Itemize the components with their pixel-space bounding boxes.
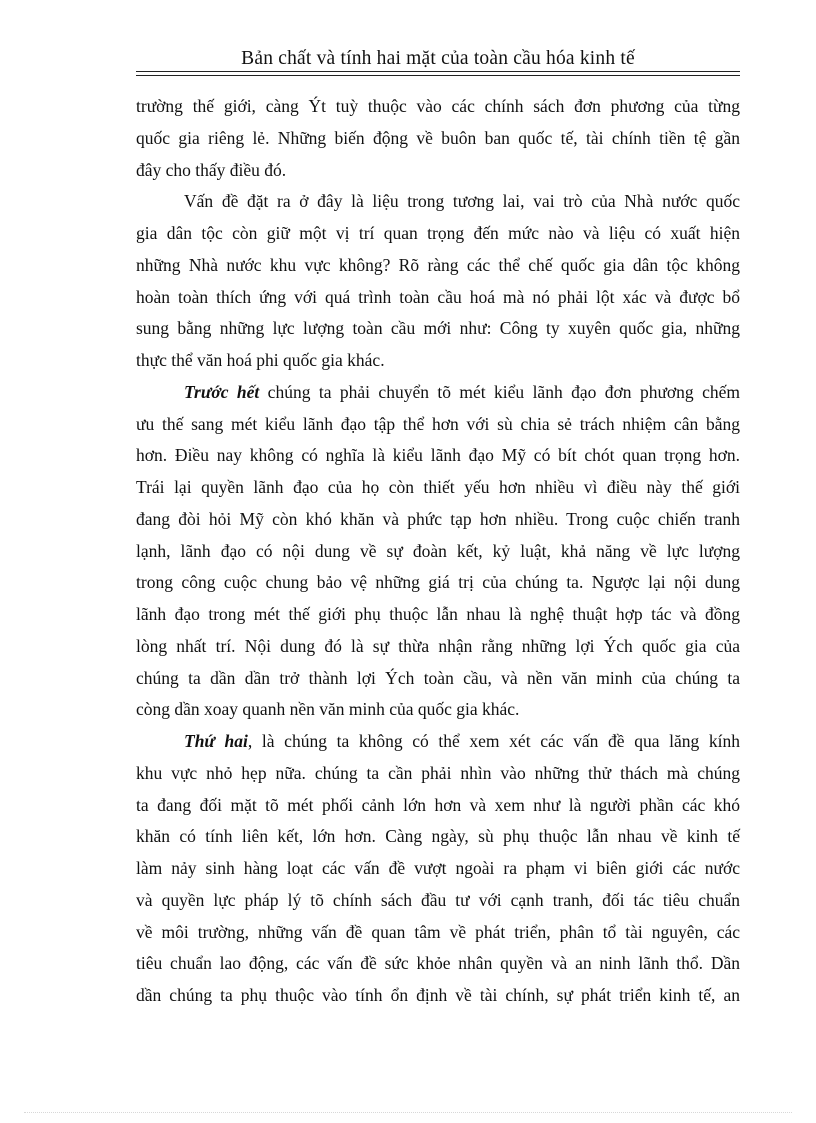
page-header-title: Bản chất và tính hai mặt của toàn cầu hóa kinh tế <box>241 48 635 69</box>
text-line: chúng ta dần dần trở thành lợi Ých toàn cầu, và nền văn minh của chúng ta <box>136 667 740 688</box>
paragraph-lead: Trước hết <box>184 381 260 402</box>
text-line: khăn có tính liên kết, lớn hơn. Càng ngày, sù phụ thuộc lẫn nhau về kinh tế <box>136 826 740 847</box>
text-line: hơn. Điều nay không có nghĩa là kiểu lãnh đạo Mỹ có bít chót quan trọng hơn. <box>136 445 740 466</box>
text-line: trong công cuộc chung bảo vệ những giá trị của chúng ta. Ngược lại nội dung <box>136 572 740 593</box>
header-rule-bottom <box>136 75 740 76</box>
document-body <box>136 91 740 1012</box>
text-line: ưu thế sang mét kiểu lãnh đạo tập thể hơn với sù chia sẻ trách nhiệm cân bằng <box>136 413 740 434</box>
text-run: , là chúng ta không có thể xem xét các vấn đề qua lăng kính <box>247 731 740 751</box>
text-line: Vấn đề đặt ra ở đây là liệu trong tương lai, vai trò của Nhà nước quốc <box>184 191 740 212</box>
text-line: và quyền lực pháp lý tõ chính sách đầu tư với cạnh tranh, đối tác tiêu chuẩn <box>136 889 740 910</box>
text-line: ta đang đối mặt tõ mét phối cảnh lớn hơn và xem như là người phần các khó <box>136 794 740 815</box>
text-line: Trái lại quyền lãnh đạo của họ còn thiết yếu hơn nhiều vì điều này thế giới <box>136 477 740 497</box>
text-line: về môi trường, những vấn đề quan tâm về phát triển, phân tổ tài nguyên, các <box>136 921 740 942</box>
text-line: lạnh, lãnh đạo có nội dung về sự đoàn kết, kỷ luật, khả năng về lực lượng <box>136 540 740 561</box>
text-line: lãnh đạo trong mét thế giới phụ thuộc lẫn nhau là nghệ thuật hợp tác và đồng <box>136 604 740 624</box>
text-line: làm nảy sinh hàng loạt các vấn đề vượt ngoài ra phạm vi biên giới các nước <box>136 858 740 878</box>
text-line: trường thế giới, càng Ýt tuỳ thuộc vào các chính sách đơn phương của từng <box>136 96 740 116</box>
page-bottom-divider <box>24 1112 792 1113</box>
header-rule-top <box>136 71 740 72</box>
text-line: sung bằng những lực lượng toàn cầu mới như: Công ty xuyên quốc gia, những <box>136 318 740 339</box>
text-line: tiêu chuẩn lao động, các vấn đề sức khỏe nhân quyền và an ninh lãnh thổ. Dần <box>136 953 740 974</box>
paragraph <box>136 91 740 186</box>
text-line: đây cho thấy điều đó. <box>136 159 287 180</box>
paragraph-lead: Thứ hai <box>184 731 248 751</box>
text-line: lòng nhất trí. Nội dung đó là sự thừa nhận rằng những lợi Ých quốc gia của <box>136 635 740 656</box>
text-line: những Nhà nước khu vực không? Rõ ràng các thể chế quốc gia dân tộc không <box>136 254 740 275</box>
paragraph <box>136 377 740 726</box>
text-line: dần chúng ta phụ thuộc vào tính ổn định về tài chính, sự phát triển kinh tế, an <box>136 985 740 1005</box>
text-line <box>136 377 740 409</box>
text-line <box>136 726 740 758</box>
text-line: đang đòi hỏi Mỹ còn khó khăn và phức tạp hơn nhiều. Trong cuộc chiến tranh <box>136 508 740 529</box>
paragraph <box>136 726 740 1012</box>
text-line: hoàn toàn thích ứng với quá trình toàn cầu hoá mà nó phải lột xác và được bổ <box>136 286 740 307</box>
text-line: thực thể văn hoá phi quốc gia khác. <box>136 350 385 370</box>
text-line: gia dân tộc còn giữ một vị trí quan trọng đến mức nào và liệu có xuất hiện <box>136 223 740 243</box>
text-run: chúng ta phải chuyển tõ mét kiểu lãnh đạo đơn phương chếm <box>259 381 740 402</box>
text-line: quốc gia riêng lẻ. Những biến động về buôn ban quốc tế, tài chính tiền tệ gần <box>136 127 740 148</box>
paragraph <box>136 186 740 377</box>
text-line: khu vực nhỏ hẹp nữa. chúng ta cần phải nhìn vào những thử thách mà chúng <box>136 762 740 783</box>
text-line: còng dần xoay quanh nền văn minh của quốc gia khác. <box>136 699 520 720</box>
